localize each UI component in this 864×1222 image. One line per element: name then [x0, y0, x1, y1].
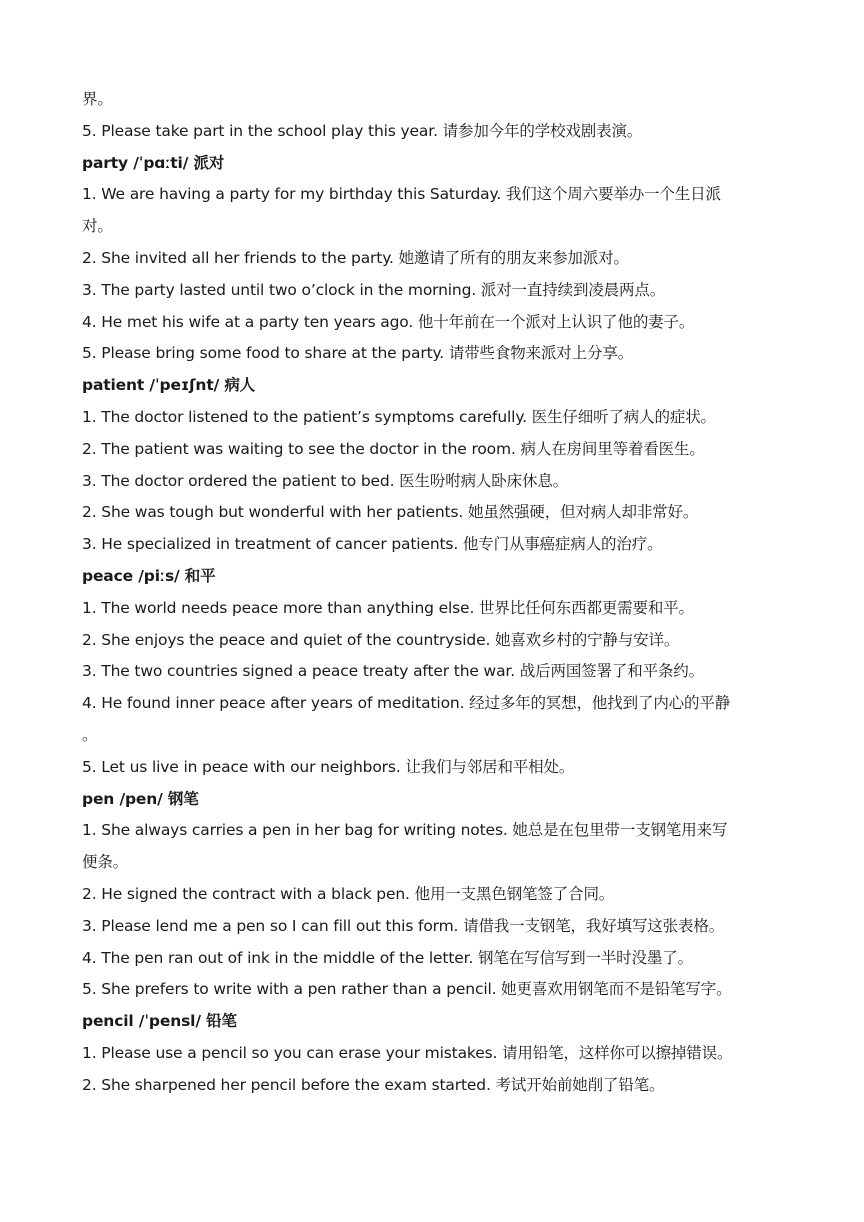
example-sentence: 5. She prefers to write with a pen rather than a pencil. 她更喜欢用钢笔而不是铅笔写字。: [82, 980, 732, 999]
example-sentence: 2. The patient was waiting to see the doctor in the room. 病人在房间里等着看医生。: [82, 439, 705, 458]
example-sentence: 5. Let us live in peace with our neighbors. 让我们与邻居和平相处。: [82, 757, 575, 776]
example-sentence: 便条。: [82, 853, 129, 872]
example-sentence: 4. He met his wife at a party ten years ago. 他十年前在一个派对上认识了他的妻子。: [82, 312, 695, 331]
example-sentence: 1. The doctor listened to the patient’s symptoms carefully. 医生仔细听了病人的症状。: [82, 407, 716, 426]
example-sentence: 2. She enjoys the peace and quiet of the countryside. 她喜欢乡村的宁静与安详。: [82, 630, 680, 649]
example-sentence: 5. Please bring some food to share at the party. 请带些食物来派对上分享。: [82, 344, 634, 363]
word-heading: patient /ˈpeɪʃnt/ 病人: [82, 376, 256, 395]
example-sentence: 1. We are having a party for my birthday this Saturday. 我们这个周六要举办一个生日派: [82, 185, 721, 204]
example-sentence: 1. She always carries a pen in her bag for writing notes. 她总是在包里带一支钢笔用来写: [82, 821, 728, 840]
word-heading: pencil /ˈpensl/ 铅笔: [82, 1012, 237, 1031]
example-sentence: 2. She invited all her friends to the party. 她邀请了所有的朋友来参加派对。: [82, 248, 629, 267]
example-sentence: 4. The pen ran out of ink in the middle of the letter. 钢笔在写信写到一半时没墨了。: [82, 948, 693, 967]
example-sentence: 2. He signed the contract with a black pen. 他用一支黑色钢笔签了合同。: [82, 884, 615, 903]
example-sentence: 对。: [82, 217, 113, 236]
example-sentence: 5. Please take part in the school play this year. 请参加今年的学校戏剧表演。: [82, 121, 643, 140]
example-sentence: 3. The party lasted until two o’clock in the morning. 派对一直持续到凌晨两点。: [82, 280, 666, 299]
example-sentence: 1. Please use a pencil so you can erase your mistakes. 请用铅笔，这样你可以擦掉错误。: [82, 1043, 733, 1062]
word-heading: party /ˈpɑːti/ 派对: [82, 153, 225, 172]
example-sentence: 2. She sharpened her pencil before the exam started. 考试开始前她削了铅笔。: [82, 1075, 665, 1094]
example-sentence: 3. The doctor ordered the patient to bed. 医生吩咐病人卧床休息。: [82, 471, 569, 490]
word-heading: peace /piːs/ 和平: [82, 566, 216, 585]
document-body: [82, 84, 787, 1102]
example-sentence: 3. He specialized in treatment of cancer patients. 他专门从事癌症病人的治疗。: [82, 535, 663, 554]
example-sentence: 界。: [82, 90, 113, 108]
example-sentence: 1. The world needs peace more than anything else. 世界比任何东西都更需要和平。: [82, 598, 694, 617]
word-heading: pen /pen/ 钢笔: [82, 789, 199, 808]
example-sentence: 3. The two countries signed a peace treaty after the war. 战后两国签署了和平条约。: [82, 662, 704, 681]
example-sentence: 。: [82, 725, 98, 744]
example-sentence: 3. Please lend me a pen so I can fill out this form. 请借我一支钢笔，我好填写这张表格。: [82, 916, 725, 935]
example-sentence: 2. She was tough but wonderful with her patients. 她虽然强硬，但对病人却非常好。: [82, 503, 699, 522]
example-sentence: 4. He found inner peace after years of meditation. 经过多年的冥想，他找到了内心的平静: [82, 694, 731, 713]
